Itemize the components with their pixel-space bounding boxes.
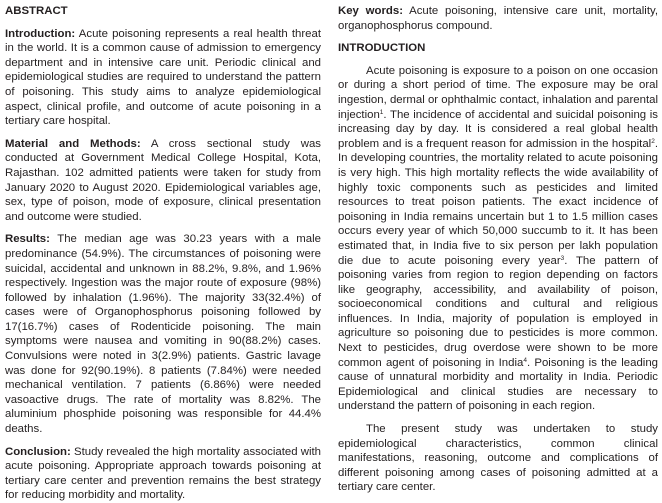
abstract-introduction bbox=[5, 27, 321, 129]
abstract-conclusion bbox=[5, 445, 321, 503]
reference-1: 1 bbox=[379, 108, 384, 116]
keywords-text: Acute poisoning, intensive care unit, mortality, organophosphorus compound. bbox=[338, 5, 658, 32]
conclusion-text: Study revealed the high mortality associated with acute poisoning. Appropriate approach towards poisoning at tertiary care center and prevention remains the best strategy for reducing morbidity and mortality. bbox=[5, 445, 321, 502]
abstract-column bbox=[5, 4, 321, 503]
introduction-column bbox=[338, 4, 658, 495]
para1-text-3: . In developing countries, the mortality related to acute poisoning is very high. This high mortality reflects the wide availability of highly toxic components such as pesticides and limited resources to treat poison patients. The exact incidence of poisoning in India remains uncertain but 1 to 1.5 million cases occurs every year of which 50,000 succumb to it. It has been estimated that, in India five to six person per lakh population die due to acute poisoning every year bbox=[338, 137, 658, 267]
results-text: The median age was 30.23 years with a male predominance (54.9%). The circumstances of poisoning were suicidal, accidental and unknown in 88.2%, 9.8%, and 1.96% respectively. Ingestion was the major route of exposure (98%) followed by inhalation (1.96%). The majority 33(32.4%) of cases were of Organophosphorus poisoning followed by 17(16.7%) cases of Rodenticide poisoning. The main symptoms were nausea and vomiting in 90(88.2%) cases. Convulsions were noted in 3(2.9%) patients. Gastric lavage was done for 92(90.19%). 8 patients (7.84%) were needed mechanical ventilation. 7 patients (6.86%) were needed vasoactive drugs. The rate of mortality was 8.82%. The aluminium phosphide poisoning was responsible for 44.4% deaths. bbox=[5, 233, 321, 436]
abstract-methods bbox=[5, 137, 321, 225]
methods-label: Material and Methods: bbox=[5, 137, 141, 150]
reference-2: 2 bbox=[651, 137, 655, 145]
para1-text-5: . Poisoning is the leading cause of unnatural morbidity and mortality in India. Periodic Epidemiological and clinical studies are necessary to understand the pattern of poisoning in each region. bbox=[338, 356, 658, 413]
para1-text-4: . The pattern of poisoning varies from region to region depending on factors like geography, accessibility, and availability of poison, socioeconomical conditions and cultural and religious influences. In India, majority of population is employed in agriculture so poisoning due to pesticides is more common. Next to pesticides, drug overdose were shown to be more common agent of poisoning in India bbox=[338, 254, 659, 369]
introduction-paragraph-2: The present study was undertaken to study epidemiological characteristics, common clinical manifestations, reasoning, outcome and complications of different poisoning among cases of poisoning admitted at a tertiary care center. bbox=[338, 423, 658, 494]
results-label: Results: bbox=[5, 233, 50, 246]
introduction-heading: INTRODUCTION bbox=[338, 42, 426, 55]
abstract-results bbox=[5, 232, 321, 436]
introduction-paragraph-1 bbox=[338, 64, 658, 414]
reference-4: 4 bbox=[523, 356, 527, 364]
introduction-label: Introduction: bbox=[5, 27, 76, 40]
abstract-heading: ABSTRACT bbox=[5, 5, 68, 17]
para1-text-1: Acute poisoning is exposure to a poison on one occasion or during a short period of time. The exposure may be oral ingestion, dermal or ophthalmic contact, inhalation and parental injection bbox=[338, 64, 658, 121]
reference-3: 3 bbox=[560, 254, 565, 262]
para1-text-2: . The incidence of accidental and suicidal poisoning is increasing day by day. It is considered a real global health problem and is a frequent reason for admission in the hospital bbox=[338, 108, 658, 150]
conclusion-label: Conclusion: bbox=[5, 445, 71, 458]
methods-text: A cross sectional study was conducted at Government Medical College Hospital, Kota, Rajasthan. 102 admitted patients were taken for study from January 2020 to August 2020. Epidemiological variables age, sex, type of poison, mode of exposure, clinical presentation and outcome were studied. bbox=[5, 137, 321, 223]
keywords-label: Key words: bbox=[338, 5, 403, 17]
introduction-text: Acute poisoning represents a real health threat in the world. It is a common cause of admission to emergency department and in intensive care unit. Periodic clinical and epidemiological studies are required to understand the pattern of poisoning. This study aims to analyze epidemiological aspect, clinical profile, and outcome of acute poisoning in a tertiary care hospital. bbox=[5, 27, 321, 128]
keywords bbox=[338, 4, 658, 33]
